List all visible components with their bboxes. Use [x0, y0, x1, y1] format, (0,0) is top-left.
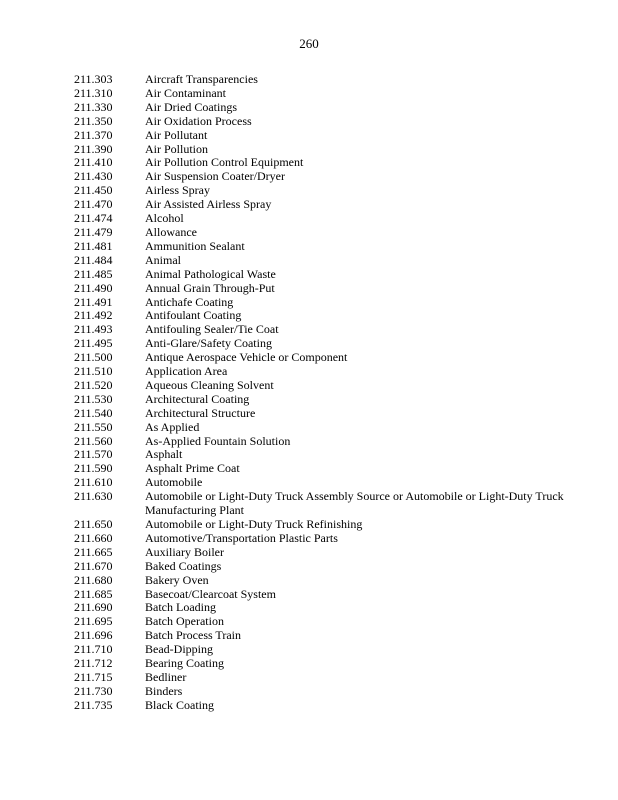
- section-term: Asphalt: [145, 447, 183, 462]
- section-term: Automobile or Light-Duty Truck Assembly Source or Automobile or Light-Duty Truck Manufacturing Plant: [145, 489, 564, 518]
- section-term: As Applied: [145, 419, 200, 434]
- section-number: 211.484: [74, 252, 113, 267]
- section-number: 211.670: [74, 558, 113, 573]
- section-term: Antifoulant Coating: [145, 308, 242, 323]
- section-term: Asphalt Prime Coat: [145, 461, 240, 476]
- section-number: 211.479: [74, 224, 113, 239]
- section-term: Aircraft Transparencies: [145, 72, 258, 86]
- section-number: 211.450: [74, 183, 113, 198]
- section-number: 211.715: [74, 669, 113, 684]
- list-item: [74, 323, 574, 337]
- list-item: [74, 421, 574, 435]
- section-number: 211.481: [74, 238, 113, 253]
- section-term: Air Pollution Control Equipment: [145, 155, 304, 170]
- section-number: 211.330: [74, 99, 113, 114]
- list-item: [74, 129, 574, 143]
- list-item: [74, 309, 574, 323]
- section-number: 211.493: [74, 322, 113, 337]
- list-item: [74, 435, 574, 449]
- list-item: [74, 671, 574, 685]
- section-number: 211.470: [74, 197, 113, 212]
- list-item: [74, 476, 574, 490]
- section-number: 211.520: [74, 377, 113, 392]
- section-term: Air Oxidation Process: [145, 113, 252, 128]
- section-term: Automobile or Light-Duty Truck Refinishing: [145, 517, 363, 531]
- section-term: Animal Pathological Waste: [145, 266, 276, 281]
- section-term: Batch Process Train: [145, 628, 241, 643]
- section-term: Allowance: [145, 224, 197, 239]
- section-number: 211.530: [74, 391, 113, 406]
- section-term: Batch Loading: [145, 600, 216, 615]
- section-number: 211.590: [74, 461, 113, 476]
- section-term: Airless Spray: [145, 183, 210, 198]
- list-item: [74, 87, 574, 101]
- section-term: Anti-Glare/Safety Coating: [145, 336, 272, 351]
- section-term: Binders: [145, 683, 183, 698]
- section-number: 211.430: [74, 169, 113, 184]
- section-number: 211.710: [74, 642, 113, 657]
- section-number: 211.560: [74, 433, 113, 448]
- list-item: [74, 282, 574, 296]
- section-number: 211.690: [74, 600, 113, 615]
- section-term: Application Area: [145, 364, 228, 379]
- section-term: Air Suspension Coater/Dryer: [145, 169, 285, 184]
- section-number: 211.303: [74, 72, 113, 86]
- list-item: [74, 615, 574, 629]
- list-item: [74, 143, 574, 157]
- list-item: [74, 170, 574, 184]
- list-item: [74, 184, 574, 198]
- section-term: Aqueous Cleaning Solvent: [145, 377, 274, 392]
- section-term: Antifouling Sealer/Tie Coat: [145, 322, 279, 337]
- section-term: Bearing Coating: [145, 656, 224, 671]
- list-item: [74, 351, 574, 365]
- section-number: 211.696: [74, 628, 113, 643]
- section-term: Bakery Oven: [145, 572, 209, 587]
- section-term: Air Pollution: [145, 141, 209, 156]
- list-item: [74, 101, 574, 115]
- section-number: 211.685: [74, 586, 113, 601]
- list-item: [74, 699, 574, 713]
- list-item: [74, 657, 574, 671]
- section-number: 211.550: [74, 419, 113, 434]
- section-number: 211.630: [74, 489, 113, 504]
- list-item: [74, 448, 574, 462]
- section-term: Antique Aerospace Vehicle or Component: [145, 350, 348, 365]
- list-item: [74, 546, 574, 560]
- section-term: Basecoat/Clearcoat System: [145, 586, 276, 601]
- section-term: Baked Coatings: [145, 558, 222, 573]
- list-item: [74, 407, 574, 421]
- section-number: 211.491: [74, 294, 113, 309]
- section-number: 211.390: [74, 141, 113, 156]
- list-item: [74, 490, 574, 518]
- section-number: 211.680: [74, 572, 113, 587]
- list-item: [74, 393, 574, 407]
- section-term: Alcohol: [145, 211, 184, 226]
- list-item: [74, 643, 574, 657]
- section-number: 211.350: [74, 113, 113, 128]
- section-number: 211.665: [74, 544, 113, 559]
- list-item: [74, 601, 574, 615]
- list-item: [74, 337, 574, 351]
- list-item: [74, 365, 574, 379]
- section-number: 211.510: [74, 364, 113, 379]
- section-term: Air Contaminant: [145, 85, 226, 100]
- list-item: [74, 73, 574, 87]
- section-number: 211.695: [74, 614, 113, 629]
- list-item: [74, 588, 574, 602]
- list-item: [74, 462, 574, 476]
- section-term: Black Coating: [145, 697, 214, 712]
- list-item: [74, 240, 574, 254]
- page-number: 260: [299, 36, 319, 51]
- section-number: 211.610: [74, 475, 113, 490]
- list-item: [74, 254, 574, 268]
- section-number: 211.485: [74, 266, 113, 281]
- section-term: Ammunition Sealant: [145, 238, 245, 253]
- section-term: Annual Grain Through-Put: [145, 280, 275, 295]
- list-item: [74, 198, 574, 212]
- list-item: [74, 574, 574, 588]
- section-term: Architectural Coating: [145, 391, 250, 406]
- section-term: As-Applied Fountain Solution: [145, 433, 291, 448]
- section-number: 211.540: [74, 405, 113, 420]
- list-item: [74, 156, 574, 170]
- list-item: [74, 226, 574, 240]
- list-item: [74, 115, 574, 129]
- section-number: 211.660: [74, 530, 113, 545]
- list-item: [74, 268, 574, 282]
- list-item: [74, 212, 574, 226]
- section-number: 211.495: [74, 336, 113, 351]
- list-item: [74, 296, 574, 310]
- section-list: [74, 73, 574, 713]
- section-number: 211.712: [74, 656, 113, 671]
- list-item: [74, 685, 574, 699]
- section-number: 211.730: [74, 683, 113, 698]
- list-item: [74, 379, 574, 393]
- section-term: Antichafe Coating: [145, 294, 234, 309]
- section-term: Automobile: [145, 475, 203, 490]
- list-item: [74, 560, 574, 574]
- section-number: 211.500: [74, 350, 113, 365]
- section-number: 211.410: [74, 155, 113, 170]
- section-number: 211.490: [74, 280, 113, 295]
- section-term: Air Dried Coatings: [145, 99, 237, 114]
- section-number: 211.474: [74, 211, 113, 226]
- section-number: 211.735: [74, 697, 113, 712]
- section-number: 211.370: [74, 127, 113, 142]
- section-term: Architectural Structure: [145, 405, 256, 420]
- list-item: [74, 532, 574, 546]
- list-item: [74, 629, 574, 643]
- section-term: Auxiliary Boiler: [145, 544, 224, 559]
- section-term: Batch Operation: [145, 614, 224, 629]
- section-term: Air Assisted Airless Spray: [145, 197, 272, 212]
- section-term: Bedliner: [145, 669, 187, 684]
- section-term: Animal: [145, 252, 181, 267]
- section-number: 211.492: [74, 308, 113, 323]
- list-item: [74, 518, 574, 532]
- section-number: 211.310: [74, 85, 113, 100]
- section-term: Bead-Dipping: [145, 642, 213, 657]
- section-number: 211.570: [74, 447, 113, 462]
- section-term: Automotive/Transportation Plastic Parts: [145, 530, 338, 545]
- section-number: 211.650: [74, 517, 113, 531]
- section-term: Air Pollutant: [145, 127, 208, 142]
